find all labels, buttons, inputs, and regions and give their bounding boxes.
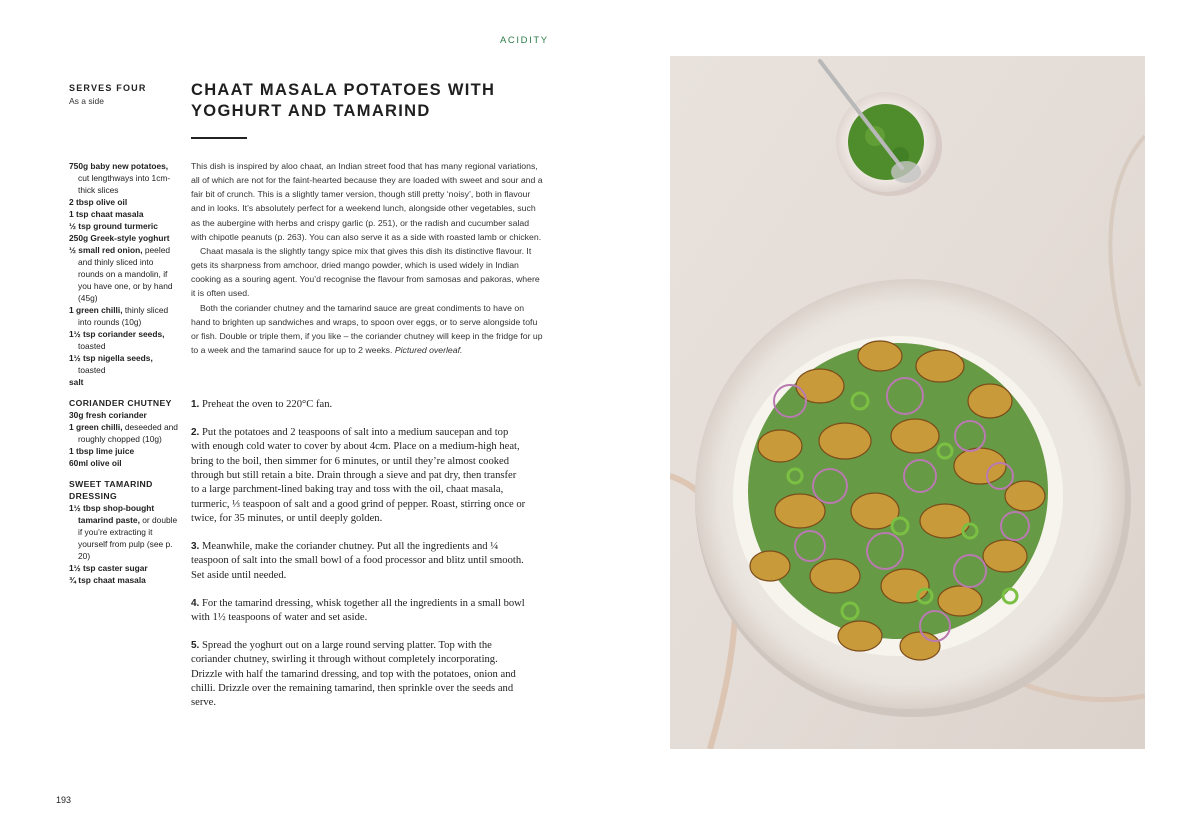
method-steps <box>191 398 526 724</box>
ingredient-item: 1½ tsp coriander seeds, toasted <box>69 329 165 351</box>
ingredient-item: 1 green chilli, thinly sliced into rounds (10g) <box>69 305 169 327</box>
ingredient-item: 60ml olive oil <box>69 458 122 468</box>
title-rule <box>191 137 247 139</box>
ingredient-item: 1 green chilli, deseeded and roughly chopped (10g) <box>69 422 178 444</box>
ingredient-item: 1½ tbsp shop-bought tamarind paste, or double if you’re extracting it yourself from pulp (see p. 20) <box>69 503 178 561</box>
dressing-heading: SWEET TAMARIND DRESSING <box>69 479 153 501</box>
ingredient-item: 1½ tsp caster sugar <box>69 563 148 573</box>
ingredient-item: ½ tsp ground turmeric <box>69 221 158 231</box>
ingredient-item: 750g baby new potatoes, cut lengthways into 1cm-thick slices <box>69 161 171 195</box>
section-label: ACIDITY <box>500 35 549 46</box>
serves-heading: SERVES FOUR <box>69 83 147 93</box>
ingredient-item: 1½ tsp nigella seeds, toasted <box>69 353 153 375</box>
method-step: 4. For the tamarind dressing, whisk together all the ingredients in a small bowl with 1½ teaspoons of water and set aside. <box>191 597 525 623</box>
serves-block <box>69 83 169 106</box>
ingredient-item: ¾ tsp chaat masala <box>69 575 146 585</box>
method-step: 3. Meanwhile, make the coriander chutney. Put all the ingredients and ¼ teaspoon of salt into the small bowl of a food processor and blitz until smooth. Set aside until needed. <box>191 540 524 581</box>
method-step: 1. Preheat the oven to 220°C fan. <box>191 399 333 410</box>
intro-paragraph: Chaat masala is the slightly tangy spice mix that gives this dish its distinctive flavour. It gets its sharpness from amchoor, dried mango powder, which is used widely in Indian cooking as a souring agent. You’d recognise the flavour from samosas and pakoras, where it is often used. <box>191 245 540 299</box>
ingredient-item: 2 tbsp olive oil <box>69 197 128 207</box>
intro-paragraph: Both the coriander chutney and the tamarind sauce are great condiments to have on hand to brighten up sandwiches and wraps, to spoon over eggs, or to serve alongside tofu or fish. Double or triple them, if you like – the coriander chutney will keep in the fridge for up to a week and the tamarind sauce for up to 2 weeks. Pictured overleaf. <box>191 302 543 356</box>
dish-photo-illustration <box>670 56 1145 749</box>
method-step: 5. Spread the yoghurt out on a large round serving platter. Top with the coriander chutney, swirling it through without completely incorporating. Drizzle with half the tamarind dressing, and top with the potatoes, onion and chilli. Drizzle over the remaining tamarind, then sprinkle over the seeds and serve. <box>191 640 516 709</box>
serves-note: As a side <box>69 96 104 106</box>
ingredient-item: 1 tsp chaat masala <box>69 209 144 219</box>
ingredient-item: ½ small red onion, peeled and thinly sliced into rounds on a mandolin, if you have one, or by hand (45g) <box>69 245 173 303</box>
page-number: 193 <box>56 795 72 805</box>
ingredient-item: 1 tbsp lime juice <box>69 446 135 456</box>
method-step: 2. Put the potatoes and 2 teaspoons of salt into a medium saucepan and top with enough cold water to cover by about 4cm. Place on a medium-high heat, bring to the boil, then simmer for 6 minutes, or until they’re almost cooked through but still retain a bite. Drain through a sieve and pat dry, then transfer to a large parchment-lined baking tray and toss with the oil, chaat masala, turmeric, ⅓ teaspoon of salt and a good grind of pepper. Roast, stirring once or twice, for 35 minutes, or until deeply golden. <box>191 427 526 524</box>
dish-photo <box>670 56 1145 749</box>
chutney-heading: CORIANDER CHUTNEY <box>69 398 172 408</box>
pictured-note: Pictured overleaf. <box>394 345 463 356</box>
intro-text <box>191 159 543 357</box>
ingredient-item: 250g Greek-style yoghurt <box>69 233 170 243</box>
intro-paragraph: This dish is inspired by aloo chaat, an Indian street food that has many regional variations, all of which are not for the faint-hearted because they are loaded with sweet and sour and a fair bit of crunch. This is a slightly tamer version, though still pretty ‘noisy’, both in flavour and in looks. It’s absolutely perfect for a weekend lunch, alongside other vegetables, such as the aubergine with herbs and crispy garlic (p. 251), or the radish and cucumber salad with chipotle peanuts (p. 263). You can also serve it as a side with roasted lamb or chicken. <box>191 161 543 242</box>
ingredient-item: 30g fresh coriander <box>69 410 147 420</box>
ingredients-list <box>69 160 179 586</box>
recipe-title: CHAAT MASALA POTATOES WITH YOGHURT AND TAMARIND <box>191 81 496 120</box>
ingredient-item: salt <box>69 377 84 387</box>
